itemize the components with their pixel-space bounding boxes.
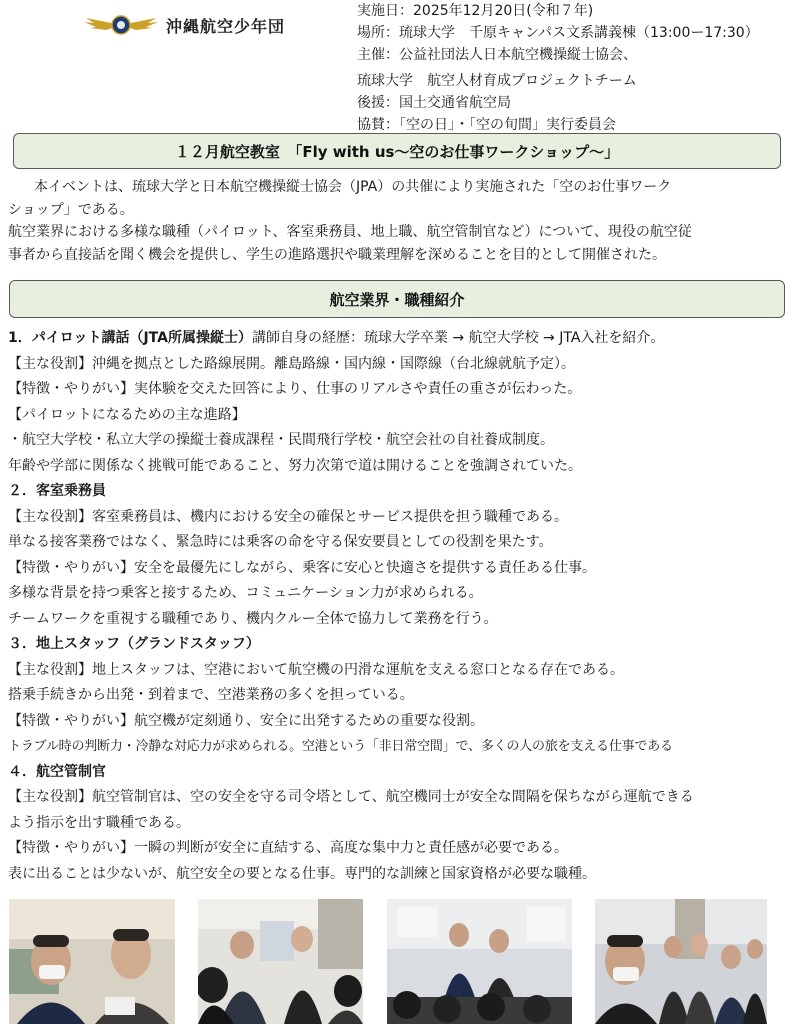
event-organizer-1: 主催：公益社団法人日本航空機操縦士協会、 bbox=[357, 47, 637, 63]
pilot-line: 【特徴・やりがい】実体験を交えた回答により、仕事のリアルさや責任の重さが伝わった。 bbox=[8, 381, 582, 397]
cabin-crew-line: チームワークを重視する職種であり、機内クルー全体で協力して業務を行う。 bbox=[8, 610, 498, 627]
ground-staff-line: 【主な役割】地上スタッフは、空港において航空機の円滑な運航を支える窓口となる存在である。 bbox=[8, 661, 624, 678]
org-name: 沖縄航空少年団 bbox=[166, 16, 286, 36]
intro-line: 事者から直接話を聞く機会を提供し、学生の進路選択や職業理解を深めることを目的として開催された。 bbox=[8, 246, 666, 263]
event-info bbox=[357, 0, 793, 136]
pilot-line: 【パイロットになるための主な進路】 bbox=[8, 406, 246, 423]
section-title: 航空業界・職種紹介 bbox=[329, 290, 465, 309]
pilot-line: ・航空大学校・私立大学の操縦士養成課程・民間飛行学校・航空会社の自社養成制度。 bbox=[8, 432, 554, 448]
pilot-heading-line bbox=[8, 326, 788, 352]
atc-heading: ４．航空管制官 bbox=[8, 763, 106, 780]
event-photo bbox=[198, 899, 363, 1024]
cabin-crew-line: 多様な背景を持つ乗客と接するため、コミュニケーション力が求められる。 bbox=[8, 585, 483, 601]
event-photo bbox=[595, 899, 767, 1024]
ground-staff-line: 【特徴・やりがい】航空機が定刻通り、安全に出発するための重要な役割。 bbox=[8, 712, 484, 729]
event-photo bbox=[9, 899, 175, 1024]
ground-staff-heading: ３．地上スタッフ（グランドスタッフ） bbox=[8, 636, 260, 652]
pilot-line: 【主な役割】沖縄を拠点とした路線展開。離島路線・国内線・国際線（台北線就航予定）。 bbox=[8, 355, 575, 372]
event-date: 実施日：2025年12月20日(令和７年) bbox=[357, 3, 594, 19]
event-organizer-2: 琉球大学 航空人材育成プロジェクトチーム bbox=[357, 73, 637, 89]
pilot-line: 年齢や学部に関係なく挑戦可能であること、努力次第で道は開けることを強調されていた。 bbox=[8, 457, 582, 474]
atc-line: 【主な役割】航空管制官は、空の安全を守る司令塔として、航空機同士が安全な間隔を保ちながら運航できる bbox=[8, 789, 694, 805]
atc-line: 表に出ることは少ないが、航空安全の要となる仕事。専門的な訓練と国家資格が必要な職種。 bbox=[8, 865, 596, 882]
ground-staff-line: トラブル時の判断力・冷静な対応力が求められる。空港という「非日常空間」で、多くの人の旅を支える仕事である bbox=[8, 739, 673, 754]
event-photo bbox=[387, 899, 572, 1024]
org-logo bbox=[82, 6, 304, 44]
event-photos bbox=[9, 899, 767, 1024]
cabin-crew-line: 【主な役割】客室乗務員は、機内における安全の確保とサービス提供を担う職種である。 bbox=[8, 508, 568, 525]
section-title-banner bbox=[9, 280, 785, 318]
cabin-crew-line: 【特徴・やりがい】安全を最優先にしながら、乗客に安心と快適さを提供する責任ある仕事。 bbox=[8, 559, 596, 576]
pilot-career: 講師自身の経歴：琉球大学卒業 → 航空大学校 → JTA入社を紹介。 bbox=[251, 330, 665, 346]
intro-line: 本イベントは、琉球大学と日本航空機操縦士協会（JPA）の共催により実施された「空のお仕事ワーク bbox=[34, 179, 672, 195]
wings-emblem-icon bbox=[82, 10, 160, 40]
event-title: １２月航空教室 「Fly with us～空のお仕事ワークショップ～」 bbox=[174, 142, 620, 161]
event-venue: 場所：琉球大学 千原キャンパス文系講義棟（13:00ー17:30） bbox=[357, 25, 759, 41]
atc-line: よう指示を出す職種である。 bbox=[8, 814, 190, 831]
pilot-heading: 1．パイロット講話（JTA所属操縦士） bbox=[8, 330, 252, 346]
intro-line: ショップ」である。 bbox=[8, 201, 134, 218]
intro-line: 航空業界における多様な職種（パイロット、客室乗務員、地上職、航空管制官など）について、現役の航空従 bbox=[8, 224, 692, 240]
intro-paragraph bbox=[8, 176, 788, 266]
event-title-banner bbox=[13, 133, 781, 169]
ground-staff-line: 搭乗手続きから出発・到着まで、空港業務の多くを担っている。 bbox=[8, 687, 414, 703]
cabin-crew-line: 単なる接客業務ではなく、緊急時には乗客の命を守る保安要員としての役割を果たす。 bbox=[8, 534, 553, 550]
event-sponsor: 協賛：「空の日」・「空の旬間」実行委員会 bbox=[357, 117, 616, 133]
event-support: 後援：国土交通省航空局 bbox=[357, 95, 511, 111]
job-sections bbox=[8, 326, 788, 887]
atc-line: 【特徴・やりがい】一瞬の判断が安全に直結する、高度な集中力と責任感が必要である。 bbox=[8, 840, 568, 856]
cabin-crew-heading: ２．客室乗務員 bbox=[8, 483, 106, 499]
